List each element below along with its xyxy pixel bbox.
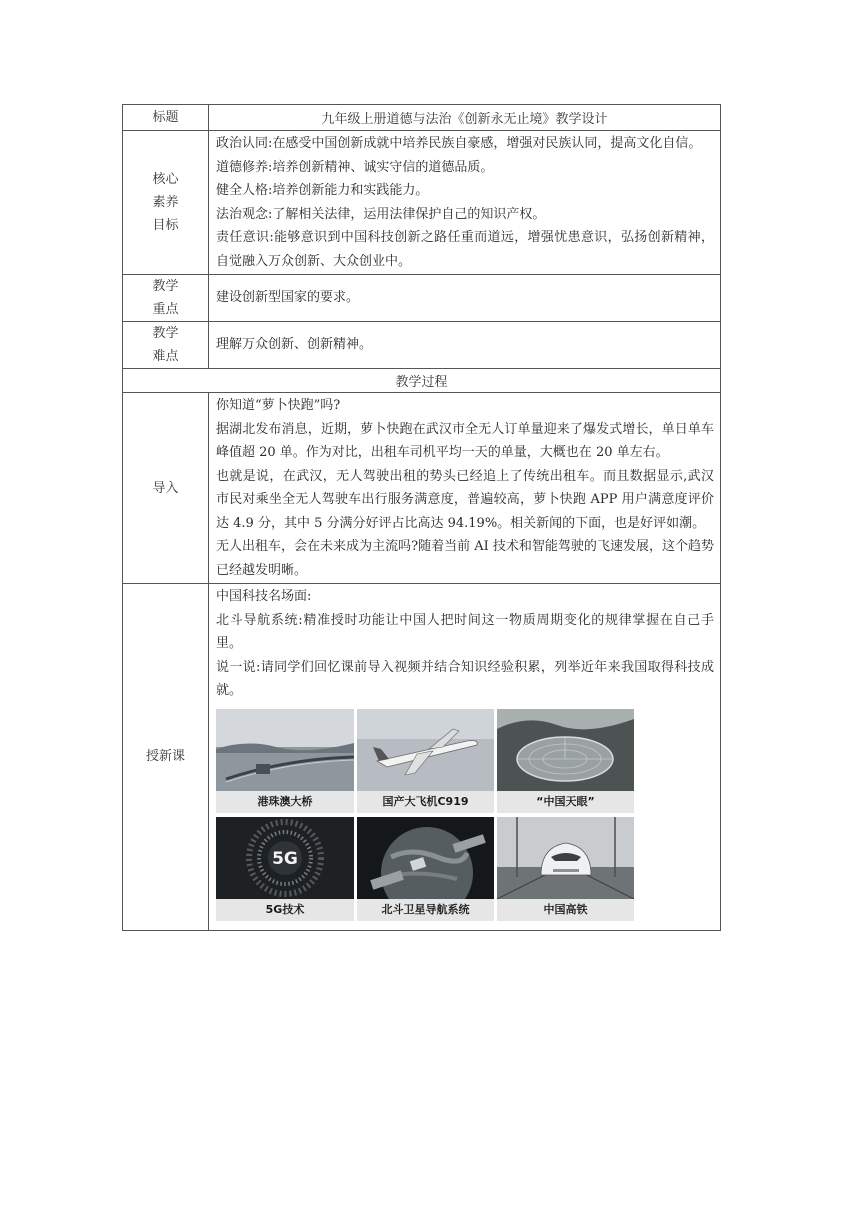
new-lesson-row (123, 584, 721, 931)
objectives-content (209, 131, 721, 275)
photo-satellite (357, 817, 494, 921)
new-lesson-label: 授新课 (123, 584, 209, 931)
new-lesson-paragraph: 说一说:请同学们回忆课前导入视频并结合知识经验积累，列举近年来我国取得科技成就。 (216, 659, 714, 698)
label-line: 目标 (152, 218, 179, 233)
label-line: 教学 (152, 326, 179, 341)
airplane-icon (357, 709, 494, 791)
title-label: 标题 (123, 105, 209, 131)
satellite-icon (357, 817, 494, 899)
objective-law: 法治观念:了解相关法律，运用法律保护自己的知识产权。 (216, 206, 546, 222)
title-row (123, 105, 721, 131)
photo-airplane (357, 709, 494, 813)
new-lesson-paragraph: 北斗导航系统:精准授时功能让中国人把时间这一物质周期变化的规律掌握在自己手里。 (216, 612, 714, 651)
difficulty-content: 理解万众创新、创新精神。 (209, 322, 721, 369)
photo-caption: 北斗卫星导航系统 (357, 899, 494, 921)
intro-paragraph: 据湖北发布消息，近期，萝卜快跑在武汉市全无人订单量迎来了爆发式增长，单日单车峰值超 20 单。作为对比，出租车司机平均一天的单量，大概也在 20 单左右。 (216, 421, 714, 460)
5g-badge-text: 5G (272, 848, 298, 869)
photo-caption: 国产大飞机C919 (357, 791, 494, 813)
photo-bridge (216, 709, 354, 813)
key-point-label (123, 275, 209, 322)
label-line: 难点 (152, 349, 179, 364)
objective-political: 政治认同:在感受中国创新成就中培养民族自豪感，增强对民族认同，提高文化自信。 (216, 136, 702, 151)
photo-caption: 中国高铁 (497, 899, 634, 921)
intro-paragraph: 也就是说，在武汉，无人驾驶出租的势头已经追上了传统出租车。而且数据显示,武汉市民对乘坐全无人驾驶车出行服务满意度，普遍较高，萝卜快跑 APP 用户满意度评价达 4.9 分，其中 5 分满分好评占比高达 94.19%。相关新闻的下面，也是好评如潮。 (216, 468, 714, 531)
label-line: 素养 (152, 195, 179, 210)
achievements-photo-grid (216, 709, 634, 921)
label-line: 核心 (152, 172, 179, 187)
lesson-plan-table (122, 104, 721, 931)
objectives-row (123, 131, 721, 275)
intro-content (209, 393, 721, 584)
photo-telescope (497, 709, 634, 813)
objective-moral: 道德修养:培养创新精神、诚实守信的道德品质。 (216, 159, 494, 175)
process-header: 教学过程 (123, 369, 721, 393)
photo-train (497, 817, 634, 921)
photo-caption: 5G技术 (216, 899, 354, 921)
new-lesson-content (209, 584, 721, 931)
key-point-content: 建设创新型国家的要求。 (209, 275, 721, 322)
bullet-train-icon (497, 817, 634, 899)
difficulty-row (123, 322, 721, 369)
intro-label: 导入 (123, 393, 209, 584)
document-title: 九年级上册道德与法治《创新永无止境》教学设计 (209, 105, 721, 131)
radio-telescope-icon (497, 709, 634, 791)
difficulty-label (123, 322, 209, 369)
objective-personality: 健全人格:培养创新能力和实践能力。 (216, 183, 429, 198)
label-line: 教学 (152, 279, 179, 294)
intro-question: 你知道“萝卜快跑”吗? (216, 398, 341, 413)
key-point-row (123, 275, 721, 322)
new-lesson-heading: 中国科技名场面: (216, 589, 312, 604)
objectives-label (123, 131, 209, 275)
process-header-row (123, 369, 721, 393)
label-line: 重点 (152, 302, 179, 317)
intro-paragraph: 无人出租车，会在未来成为主流吗?随着当前 AI 技术和智能驾驶的飞速发展，这个趋势已经越发明晰。 (216, 539, 714, 578)
photo-5g (216, 817, 354, 921)
photo-caption: 港珠澳大桥 (216, 791, 354, 813)
5g-icon (216, 817, 354, 899)
intro-row (123, 393, 721, 584)
objective-responsibility: 责任意识:能够意识到中国科技创新之路任重而道远，增强忧患意识，弘扬创新精神，自觉融入万众创新、大众创业中。 (216, 230, 714, 269)
bridge-icon (216, 709, 354, 791)
photo-caption: “中国天眼” (497, 791, 634, 813)
